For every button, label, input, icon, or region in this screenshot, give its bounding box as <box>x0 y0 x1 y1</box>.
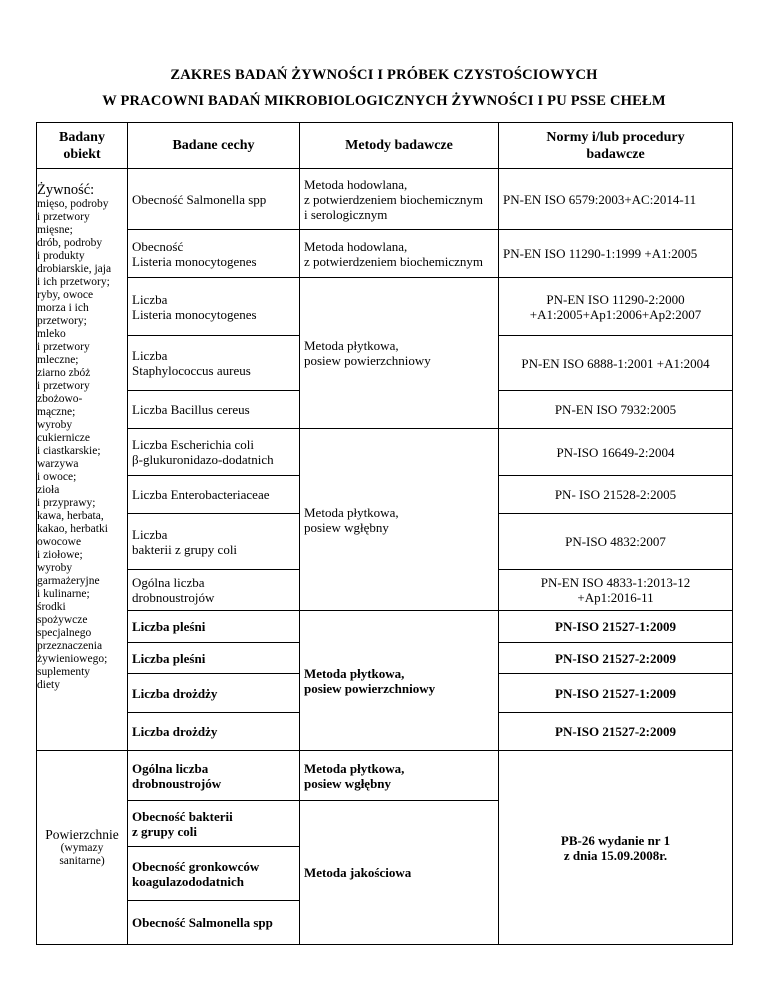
feature-cell: Liczba bakterii z grupy coli <box>128 514 300 570</box>
norm-cell: PN-ISO 16649-2:2004 <box>499 429 733 476</box>
feature-cell: Ogólna liczba drobnoustrojów <box>128 570 300 611</box>
feature-cell: Obecność gronkowców koagulazododatnich <box>128 847 300 901</box>
food-object-list: mięso, podroby i przetwory mięsne; drób, podroby i produkty drobiarskie, jaja i ich przetwory; ryby, owoce morza i ich przetwory; mleko i przetwory mleczne; ziarno zbóż i przetwory zbożowo- mączne; wyroby cukiernicze i ciastkarskie; warzywa i owoce; zioła i przyprawy; kawa, herbata, kakao, herbatki owocowe i ziołowe; wyroby garmażeryjne i kulinarne; środki spożywcze specjalnego przeznaczenia żywieniowego; suplementy diety <box>37 198 112 691</box>
feature-cell: Obecność Salmonella spp <box>128 901 300 945</box>
method-cell: Metoda płytkowa, posiew powierzchniowy <box>300 278 499 429</box>
norm-cell: PN-ISO 21527-2:2009 <box>499 643 733 674</box>
header-features: Badane cechy <box>128 123 300 169</box>
norm-cell: PN-EN ISO 11290-2:2000 +A1:2005+Ap1:2006+Ap2:2007 <box>499 278 733 336</box>
header-object: Badany obiekt <box>37 123 128 169</box>
norm-cell: PN-EN ISO 6579:2003+AC:2014-11 <box>499 169 733 230</box>
food-object-cell <box>37 169 128 751</box>
norm-cell: PN-EN ISO 7932:2005 <box>499 391 733 429</box>
table-row <box>37 230 733 278</box>
document-title-line-2: W PRACOWNI BADAŃ MIKROBIOLOGICZNYCH ŻYWNOŚCI I PU PSSE CHEŁM <box>102 93 666 109</box>
feature-cell: Liczba Bacillus cereus <box>128 391 300 429</box>
norm-cell: PN- ISO 21528-2:2005 <box>499 476 733 514</box>
surfaces-object-title: Powierzchnie <box>45 827 119 842</box>
feature-cell: Obecność Listeria monocytogenes <box>128 230 300 278</box>
header-row <box>37 123 733 169</box>
feature-cell: Liczba Listeria monocytogenes <box>128 278 300 336</box>
table-row <box>37 278 733 336</box>
feature-cell: Liczba Staphylococcus aureus <box>128 336 300 391</box>
document-title-line-1: ZAKRES BADAŃ ŻYWNOŚCI I PRÓBEK CZYSTOŚCIOWYCH <box>170 67 598 83</box>
norm-cell: PB-26 wydanie nr 1 z dnia 15.09.2008r. <box>499 751 733 945</box>
feature-cell: Ogólna liczba drobnoustrojów <box>128 751 300 801</box>
norm-cell: PN-EN ISO 6888-1:2001 +A1:2004 <box>499 336 733 391</box>
feature-cell: Liczba pleśni <box>128 643 300 674</box>
feature-cell: Obecność Salmonella spp <box>128 169 300 230</box>
method-cell: Metoda hodowlana, z potwierdzeniem biochemicznym i serologicznym <box>300 169 499 230</box>
table-row <box>37 169 733 230</box>
header-methods: Metody badawcze <box>300 123 499 169</box>
feature-cell: Liczba drożdży <box>128 713 300 751</box>
method-cell: Metoda hodowlana, z potwierdzeniem biochemicznym <box>300 230 499 278</box>
norm-cell: PN-ISO 21527-2:2009 <box>499 713 733 751</box>
surfaces-object-cell <box>37 751 128 945</box>
method-cell: Metoda płytkowa, posiew wgłębny <box>300 751 499 801</box>
norm-cell: PN-EN ISO 11290-1:1999 +A1:2005 <box>499 230 733 278</box>
table-row <box>37 751 733 801</box>
feature-cell: Liczba Escherichia coli β-glukuronidazo-dodatnich <box>128 429 300 476</box>
method-cell: Metoda płytkowa, posiew wgłębny <box>300 429 499 611</box>
food-object-title: Żywność: <box>37 182 95 198</box>
table-row <box>37 429 733 476</box>
norm-cell: PN-EN ISO 4833-1:2013-12 +Ap1:2016-11 <box>499 570 733 611</box>
method-cell: Metoda jakościowa <box>300 801 499 945</box>
norm-cell: PN-ISO 4832:2007 <box>499 514 733 570</box>
feature-cell: Liczba pleśni <box>128 611 300 643</box>
table-row <box>37 611 733 643</box>
norm-cell: PN-ISO 21527-1:2009 <box>499 611 733 643</box>
feature-cell: Liczba Enterobacteriaceae <box>128 476 300 514</box>
header-norms: Normy i/lub procedury badawcze <box>499 123 733 169</box>
surfaces-object-subtitle: (wymazy sanitarne) <box>59 842 105 867</box>
scope-table <box>36 122 733 945</box>
feature-cell: Obecność bakterii z grupy coli <box>128 801 300 847</box>
norm-cell: PN-ISO 21527-1:2009 <box>499 674 733 713</box>
feature-cell: Liczba drożdży <box>128 674 300 713</box>
method-cell: Metoda płytkowa, posiew powierzchniowy <box>300 611 499 751</box>
